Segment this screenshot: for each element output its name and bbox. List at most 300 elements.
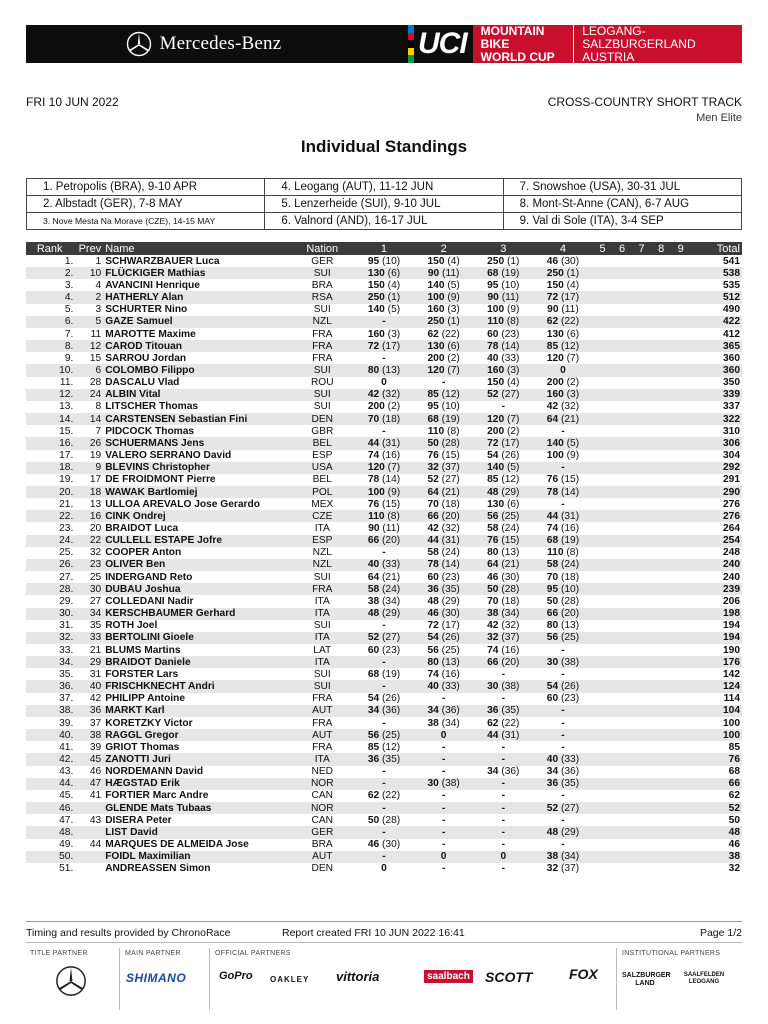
race-4-points-cell [533, 680, 593, 692]
points-value: 0 [560, 364, 566, 376]
race-position: (16) [382, 450, 401, 462]
event-category: Men Elite [696, 112, 742, 124]
venue-line-1: LEOGANG-SALZBURGERLAND [582, 23, 696, 51]
total-points-cell: 206 [723, 595, 740, 607]
rank-cell: 34. [26, 656, 73, 668]
race-8-points-cell [651, 632, 671, 644]
standings-row [26, 741, 742, 753]
rider-name-cell: CARSTENSEN Sebastian Fini [105, 413, 290, 425]
race-position: (3) [566, 389, 580, 401]
race-4-points-cell [533, 729, 593, 741]
points-value: - [382, 316, 386, 328]
race-position: (27) [560, 802, 580, 814]
standings-row [26, 498, 742, 510]
race-8-points-cell [651, 255, 671, 267]
race-position: (7) [566, 352, 580, 364]
prev-rank-cell: 25 [89, 571, 102, 583]
race-4-points-cell [533, 425, 593, 437]
race-position: (9) [506, 304, 520, 316]
points-value: - [382, 826, 386, 838]
race-6-points-cell [612, 498, 632, 510]
race-8-points-cell [651, 316, 671, 328]
prev-rank-cell: 38 [73, 729, 105, 741]
race-position: (8) [506, 316, 520, 328]
prev-rank-cell: 5 [73, 316, 105, 328]
standings-row [26, 826, 742, 838]
race-8-points-cell [651, 729, 671, 741]
race-8-points-cell [651, 462, 671, 474]
nation-cell: SUI [313, 401, 331, 413]
race-7-points-cell [632, 522, 652, 534]
race-7-points-cell [632, 608, 652, 620]
points-value: 38 [546, 851, 559, 863]
venue-title [574, 25, 742, 64]
race-position: (17) [560, 292, 580, 304]
points-value: 74 [487, 644, 499, 656]
total-points-cell: 194 [723, 620, 740, 632]
rank-cell: 49. [59, 839, 74, 851]
race-position: (14) [382, 474, 401, 486]
race-position: (21) [501, 559, 520, 571]
points-value: 68 [427, 413, 439, 425]
rank-cell: 38. [26, 705, 73, 717]
standings-row [26, 510, 742, 522]
rank-cell: 39. [59, 717, 74, 729]
race-5-points-cell [593, 462, 613, 474]
race-position: (24) [501, 523, 520, 535]
event-title: CROSS-COUNTRY SHORT TRACK [547, 95, 742, 109]
race-6-points-cell [612, 571, 632, 583]
race-cell: 9. Val di Sole (ITA), 3-4 SEP [503, 213, 741, 230]
race-9-points-cell [671, 766, 691, 778]
prev-rank-cell: 42 [89, 693, 102, 705]
race-position: (23) [560, 693, 580, 705]
race-1-points-cell [354, 753, 414, 765]
race-1-points-cell [354, 291, 414, 303]
race-9-points-cell [671, 340, 691, 352]
points-value: 70 [367, 413, 380, 425]
race-2-points-cell [414, 753, 474, 765]
race-9-points-cell [671, 705, 691, 717]
rider-name-cell: MAROTTE Maxime [105, 328, 196, 340]
race-9-points-cell [671, 255, 691, 267]
race-8-points-cell [651, 620, 671, 632]
race-3-points-cell [473, 741, 533, 753]
race-7-points-cell [632, 571, 652, 583]
race-9-points-cell [671, 839, 691, 851]
prev-rank-cell: 45 [73, 753, 105, 765]
rider-name-cell: KORETZKY Victor [105, 717, 193, 729]
standings-row [26, 680, 742, 692]
race-position: (3) [447, 304, 460, 316]
nation-cell: NED [311, 766, 334, 778]
race-position: (36) [501, 766, 520, 778]
race-5-points-cell [593, 620, 613, 632]
race-8-points-cell [651, 766, 671, 778]
rider-name-cell: ANDREASSEN Simon [105, 863, 211, 875]
race-position: (21) [441, 486, 460, 498]
points-value: 46 [367, 839, 380, 851]
race-4-points-cell [533, 705, 593, 717]
race-position: (32) [441, 523, 460, 535]
race-2-points-cell [414, 863, 474, 875]
nation-cell: ROU [310, 377, 334, 389]
race-position: (2) [566, 377, 580, 389]
race-4-points-cell [533, 717, 593, 729]
points-value: - [501, 839, 505, 851]
race-4-points-cell [533, 328, 593, 340]
rider-name-cell: OLIVER Ben [105, 559, 290, 571]
race-position: (16) [560, 523, 580, 535]
race-position: (29) [441, 595, 460, 607]
points-value: 40 [427, 681, 439, 693]
race-1-points-cell [354, 437, 414, 449]
race-9-points-cell [671, 291, 691, 303]
points-value: 64 [427, 486, 439, 498]
race-position: (28) [441, 437, 460, 449]
race-position: (12) [441, 389, 460, 401]
points-value: 160 [546, 389, 564, 401]
race-9-points-cell [671, 559, 691, 571]
race-4-points-cell [533, 267, 593, 279]
race-7-points-cell [632, 644, 652, 656]
nation-cell: FRA [290, 583, 354, 595]
points-value: 200 [546, 377, 564, 389]
race-position: (32) [382, 389, 401, 401]
race-8-points-cell [651, 668, 671, 680]
standings-row [26, 790, 742, 802]
total-points-cell: 38 [690, 851, 742, 863]
race-5-points-cell [593, 267, 613, 279]
race-1-points-cell [354, 693, 414, 705]
total-points-cell: 360 [690, 364, 742, 376]
partner-separator [616, 948, 617, 1010]
rider-name-cell: DE FROIDMONT Pierre [105, 474, 216, 486]
mercedes-star-icon [126, 31, 152, 57]
points-value: - [441, 802, 446, 814]
rider-name-cell: FRISCHKNECHT Andri [105, 680, 290, 692]
title-sponsor [26, 31, 381, 57]
race-3-points-cell [473, 851, 533, 863]
race-1-points-cell [354, 680, 414, 692]
partner-separator [209, 948, 210, 1010]
footer-divider [26, 921, 742, 922]
race-9-points-cell [671, 389, 691, 401]
points-value: 62 [367, 790, 380, 802]
race-position: (38) [441, 778, 460, 790]
points-value: 42 [367, 389, 380, 401]
rank-cell: 35. [59, 668, 74, 680]
total-points-cell: 276 [723, 498, 740, 510]
race-7-points-cell [632, 474, 652, 486]
rank-cell: 5. [64, 304, 74, 316]
points-value: 85 [487, 474, 499, 486]
race-8-points-cell [651, 790, 671, 802]
standings-row [26, 255, 742, 267]
race-3-points-cell [473, 790, 533, 802]
footer-timing: Timing and results provided by ChronoRace [26, 927, 231, 939]
race-position: (5) [506, 462, 520, 474]
rank-cell: 46. [26, 802, 73, 814]
total-points-cell: 48 [690, 826, 742, 838]
prev-rank-cell: 35 [89, 620, 102, 632]
rider-name-cell: FLÜCKIGER Mathias [105, 267, 290, 279]
points-value: 120 [427, 364, 445, 376]
race-4-points-cell [533, 522, 593, 534]
nation-cell: AUT [290, 705, 354, 717]
points-value: 50 [546, 595, 559, 607]
rank-cell: 28. [26, 583, 73, 595]
rider-name-cell: MARKT Karl [105, 705, 290, 717]
race-6-points-cell [612, 510, 632, 522]
rider-name-cell: CINK Ondrej [105, 510, 290, 522]
standings-row [26, 316, 742, 328]
race-3-points-cell [473, 717, 533, 729]
points-value: - [441, 377, 446, 389]
race-1-points-cell [354, 632, 414, 644]
race-5-points-cell [593, 802, 613, 814]
nation-cell: SUI [290, 267, 354, 279]
points-value: 72 [367, 340, 380, 352]
points-value: - [561, 668, 565, 680]
race-8-points-cell [651, 705, 671, 717]
points-value: 36 [487, 705, 499, 717]
total-points-cell: 100 [723, 717, 740, 729]
race-3-points-cell [473, 535, 533, 547]
standings-row [26, 425, 742, 437]
points-value: 32 [487, 632, 499, 644]
race-1-points-cell [354, 413, 414, 425]
race-7-points-cell [632, 778, 652, 790]
points-value: 36 [427, 583, 439, 595]
rank-cell: 8. [26, 340, 73, 352]
rank-cell: 20. [26, 486, 73, 498]
points-value: 250 [367, 292, 385, 304]
prev-rank-cell: 44 [89, 839, 102, 851]
rank-cell: 27. [59, 571, 74, 583]
race-position: (30) [560, 255, 580, 267]
race-4-points-cell [533, 693, 593, 705]
race-position: (17) [501, 437, 520, 449]
points-value: 52 [487, 389, 499, 401]
nation-cell: CZE [290, 510, 354, 522]
race-7-points-cell [632, 413, 652, 425]
points-value: 30 [546, 656, 559, 668]
race-position: (1) [566, 267, 580, 279]
race-position: (4) [387, 279, 401, 291]
points-value: 34 [427, 705, 439, 717]
race-6-points-cell [612, 802, 632, 814]
points-value: - [382, 656, 386, 668]
nation-cell: SUI [313, 668, 331, 680]
standings-row [26, 547, 742, 559]
points-value: - [441, 814, 446, 826]
race-position: (31) [501, 729, 520, 741]
race-position: (26) [441, 632, 460, 644]
race-position: (25) [382, 729, 401, 741]
total-points-cell: 264 [723, 523, 740, 535]
race-1-points-cell [354, 510, 414, 522]
points-value: 68 [546, 535, 559, 547]
race-2-points-cell [414, 462, 474, 474]
race-position: (2) [506, 425, 520, 437]
standings-row [26, 668, 742, 680]
race-6-points-cell [612, 486, 632, 498]
race-position: (8) [387, 510, 400, 522]
points-value: 74 [367, 450, 380, 462]
race-cell: 7. Snowshoe (USA), 30-31 JUL [503, 179, 741, 196]
race-9-points-cell [671, 826, 691, 838]
race-4-points-cell [533, 498, 593, 510]
rider-name-cell: CAROD Titouan [105, 340, 290, 352]
points-value: 85 [546, 340, 559, 352]
points-value: 72 [427, 620, 439, 632]
race-8-points-cell [651, 510, 671, 522]
race-3-points-cell [473, 486, 533, 498]
race-1-points-cell [354, 741, 414, 753]
points-value: - [441, 693, 446, 705]
race-row [27, 179, 742, 196]
race-2-points-cell [414, 717, 474, 729]
nation-cell: ITA [314, 595, 330, 607]
race-1-points-cell [354, 595, 414, 607]
race-row [27, 213, 742, 230]
standings-row [26, 389, 742, 401]
race-2-points-cell [414, 839, 474, 851]
total-points-cell: 104 [690, 705, 742, 717]
points-value: 60 [427, 571, 439, 583]
prev-rank-cell: 36 [73, 705, 105, 717]
rider-name-cell: ULLOA AREVALO Jose Gerardo [105, 498, 260, 510]
nation-cell: AUT [290, 851, 354, 863]
col-total: Total [690, 242, 742, 255]
race-6-points-cell [612, 328, 632, 340]
points-value: 60 [546, 693, 559, 705]
points-value: 38 [427, 717, 439, 729]
rider-name-cell: GLENDE Mats Tubaas [105, 802, 290, 814]
race-3-points-cell [473, 304, 533, 316]
race-position: (27) [441, 474, 460, 486]
standings-row [26, 486, 742, 498]
points-value: - [382, 802, 386, 814]
race-5-points-cell [593, 729, 613, 741]
partner-separator [119, 948, 120, 1010]
nation-cell: USA [290, 462, 354, 474]
race-5-points-cell [593, 766, 613, 778]
total-points-cell: 535 [723, 279, 740, 291]
race-3-points-cell [473, 559, 533, 571]
race-2-points-cell [414, 814, 474, 826]
race-2-points-cell [414, 316, 474, 328]
race-position: (31) [560, 510, 580, 522]
total-points-cell: 240 [723, 571, 740, 583]
prev-rank-cell: 2 [73, 291, 105, 303]
nation-cell: LAT [313, 644, 332, 656]
race-3-points-cell [473, 267, 533, 279]
saalfelden-leogang-logo: SAALFELDEN LEOGANG [683, 972, 725, 985]
rider-name-cell: SCHUERMANS Jens [105, 437, 290, 449]
points-value: - [501, 826, 505, 838]
race-3-points-cell [473, 255, 533, 267]
race-3-points-cell [473, 680, 533, 692]
race-8-points-cell [651, 522, 671, 534]
points-value: - [501, 401, 505, 413]
points-value: 70 [427, 498, 439, 510]
race-3-points-cell [473, 778, 533, 790]
race-5-points-cell [593, 826, 613, 838]
race-position: (20) [560, 608, 580, 620]
nation-cell: FRA [312, 741, 333, 753]
race-position: (34) [501, 608, 520, 620]
points-value: 160 [427, 304, 445, 316]
race-1-points-cell [354, 839, 414, 851]
race-calendar [26, 178, 742, 230]
nation-cell: NZL [290, 316, 354, 328]
prev-rank-cell: 47 [73, 778, 105, 790]
race-5-points-cell [593, 559, 613, 571]
points-value: 130 [367, 267, 385, 279]
prev-rank-cell: 33 [73, 632, 105, 644]
race-6-points-cell [612, 705, 632, 717]
race-5-points-cell [593, 608, 613, 620]
prev-rank-cell: 23 [73, 559, 105, 571]
race-position: (29) [382, 608, 401, 620]
race-5-points-cell [593, 340, 613, 352]
race-position: (35) [501, 705, 520, 717]
race-5-points-cell [593, 255, 613, 267]
rank-cell: 11. [59, 377, 74, 389]
rider-name-cell: MARQUES DE ALMEIDA Jose [105, 839, 249, 851]
points-value: 52 [546, 802, 559, 814]
rank-cell: 15. [59, 425, 74, 437]
points-value: 60 [367, 644, 380, 656]
points-value: 0 [381, 377, 387, 389]
race-position: (38) [560, 656, 580, 668]
race-9-points-cell [671, 437, 691, 449]
rider-name-cell: PHILIPP Antoine [105, 693, 186, 705]
nation-cell: BEL [290, 437, 354, 449]
total-points-cell: 541 [723, 255, 740, 267]
race-4-points-cell [533, 656, 593, 668]
nation-cell: ITA [314, 523, 330, 535]
mercedes-star-partner-icon [55, 965, 87, 997]
race-7-points-cell [632, 425, 652, 437]
prev-rank-cell [73, 826, 105, 838]
rider-name-cell: BLEVINS Christopher [105, 462, 290, 474]
race-8-points-cell [651, 498, 671, 510]
points-value: 90 [427, 267, 440, 279]
race-position: (19) [382, 668, 401, 680]
race-6-points-cell [612, 680, 632, 692]
race-3-points-cell [473, 571, 533, 583]
race-9-points-cell [671, 680, 691, 692]
race-2-points-cell [414, 693, 474, 705]
rider-name-cell: INDERGAND Reto [105, 571, 193, 583]
rank-cell: 51. [59, 863, 74, 875]
rider-name-cell: FORSTER Lars [105, 668, 179, 680]
race-7-points-cell [632, 620, 652, 632]
race-7-points-cell [632, 340, 652, 352]
race-7-points-cell [632, 802, 652, 814]
points-value: 95 [427, 401, 439, 413]
race-7-points-cell [632, 753, 652, 765]
race-3-points-cell [473, 279, 533, 291]
points-value: 78 [427, 559, 439, 571]
race-6-points-cell [612, 608, 632, 620]
points-value: - [501, 741, 505, 753]
race-9-points-cell [671, 462, 691, 474]
race-6-points-cell [612, 717, 632, 729]
